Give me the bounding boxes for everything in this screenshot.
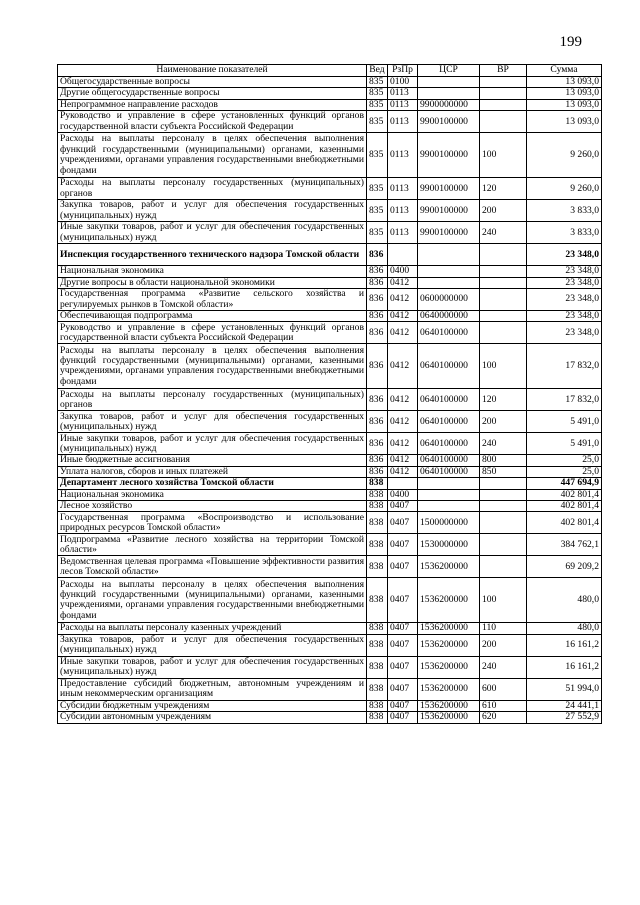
row-rzpr: 0407: [388, 578, 418, 623]
row-ved: 836: [367, 244, 388, 266]
row-name: Иные закупки товаров, работ и услуг для обеспечения государственных (муниципальных) нужд: [58, 433, 367, 455]
row-sum: 3 833,0: [527, 200, 602, 222]
row-rzpr: 0412: [388, 344, 418, 389]
table-row: [58, 534, 602, 556]
row-rzpr: 0113: [388, 133, 418, 178]
row-rzpr: 0412: [388, 289, 418, 311]
row-rzpr: 0100: [388, 77, 418, 88]
row-rzpr: 0412: [388, 277, 418, 288]
row-vr: [480, 489, 527, 500]
row-name: Лесное хозяйство: [58, 501, 367, 512]
table-row: [58, 266, 602, 277]
row-name: Закупка товаров, работ и услуг для обеспечения государственных (муниципальных) нужд: [58, 200, 367, 222]
row-vr: [480, 534, 527, 556]
table-row: [58, 455, 602, 466]
row-sum: 16 161,2: [527, 634, 602, 656]
row-csr: [418, 478, 480, 489]
table-row: [58, 88, 602, 99]
row-vr: 240: [480, 433, 527, 455]
row-csr: 9900100000: [418, 111, 480, 133]
table-row: [58, 678, 602, 700]
row-name: Уплата налогов, сборов и иных платежей: [58, 466, 367, 477]
table-row: [58, 466, 602, 477]
row-ved: 835: [367, 77, 388, 88]
column-header-name: Наименование показателей: [58, 65, 367, 77]
row-vr: [480, 277, 527, 288]
row-vr: [480, 311, 527, 322]
row-name: Расходы на выплаты персоналу в целях обеспечения выполнения функций государственными (муниципальными) органами, казенными учреждениями, органами управления государственными внебюджетными фондами: [58, 344, 367, 389]
row-ved: 836: [367, 344, 388, 389]
row-rzpr: 0412: [388, 311, 418, 322]
row-rzpr: 0407: [388, 634, 418, 656]
row-ved: 838: [367, 712, 388, 723]
row-name: Иные закупки товаров, работ и услуг для обеспечения государственных (муниципальных) нужд: [58, 222, 367, 244]
row-ved: 835: [367, 99, 388, 110]
row-ved: 836: [367, 311, 388, 322]
row-rzpr: 0113: [388, 99, 418, 110]
row-ved: 838: [367, 478, 388, 489]
row-ved: 836: [367, 433, 388, 455]
row-rzpr: 0407: [388, 501, 418, 512]
row-rzpr: 0407: [388, 712, 418, 723]
row-ved: 838: [367, 512, 388, 534]
row-sum: 17 832,0: [527, 389, 602, 411]
row-sum: 23 348,0: [527, 311, 602, 322]
table-row: [58, 700, 602, 711]
row-ved: 838: [367, 700, 388, 711]
row-csr: 1536200000: [418, 578, 480, 623]
budget-table: [57, 64, 602, 724]
table-row: [58, 578, 602, 623]
row-name: Ведомственная целевая программа «Повышение эффективности развития лесов Томской области»: [58, 556, 367, 578]
row-vr: [480, 88, 527, 99]
row-sum: 16 161,2: [527, 656, 602, 678]
row-rzpr: 0407: [388, 678, 418, 700]
row-sum: 402 801,4: [527, 489, 602, 500]
row-name: Иные закупки товаров, работ и услуг для обеспечения государственных (муниципальных) нужд: [58, 656, 367, 678]
row-csr: [418, 77, 480, 88]
row-vr: [480, 111, 527, 133]
table-row: [58, 244, 602, 266]
row-rzpr: 0400: [388, 489, 418, 500]
row-sum: 23 348,0: [527, 277, 602, 288]
row-sum: 17 832,0: [527, 344, 602, 389]
row-ved: 836: [367, 411, 388, 433]
row-ved: 836: [367, 322, 388, 344]
row-ved: 835: [367, 200, 388, 222]
row-ved: 838: [367, 501, 388, 512]
column-header-sum: Сумма: [527, 65, 602, 77]
row-ved: 836: [367, 389, 388, 411]
row-name: Иные бюджетные ассигнования: [58, 455, 367, 466]
row-vr: 800: [480, 455, 527, 466]
row-rzpr: 0400: [388, 266, 418, 277]
table-row: [58, 277, 602, 288]
row-name: Предоставление субсидий бюджетным, автономным учреждениям и иным некоммерческим организациям: [58, 678, 367, 700]
row-ved: 838: [367, 534, 388, 556]
row-csr: [418, 489, 480, 500]
row-vr: [480, 244, 527, 266]
row-name: Другие общегосударственные вопросы: [58, 88, 367, 99]
row-rzpr: 0412: [388, 433, 418, 455]
row-ved: 835: [367, 222, 388, 244]
column-header-ved: Вед: [367, 65, 388, 77]
row-rzpr: 0407: [388, 534, 418, 556]
row-csr: 0640100000: [418, 433, 480, 455]
row-csr: 0640100000: [418, 455, 480, 466]
column-header-csr: ЦСР: [418, 65, 480, 77]
table-header-row: [58, 65, 602, 77]
row-vr: 100: [480, 578, 527, 623]
row-csr: 9900100000: [418, 133, 480, 178]
row-csr: 9900100000: [418, 222, 480, 244]
row-vr: 200: [480, 634, 527, 656]
table-row: [58, 133, 602, 178]
row-name: Непрограммное направление расходов: [58, 99, 367, 110]
row-rzpr: 0113: [388, 222, 418, 244]
row-name: Департамент лесного хозяйства Томской области: [58, 478, 367, 489]
row-rzpr: [388, 244, 418, 266]
row-rzpr: [388, 478, 418, 489]
row-rzpr: 0407: [388, 623, 418, 634]
row-name: Другие вопросы в области национальной экономики: [58, 277, 367, 288]
row-csr: [418, 266, 480, 277]
row-csr: 1500000000: [418, 512, 480, 534]
table-row: [58, 712, 602, 723]
row-ved: 836: [367, 266, 388, 277]
row-name: Субсидии бюджетным учреждениям: [58, 700, 367, 711]
row-rzpr: 0412: [388, 411, 418, 433]
row-ved: 838: [367, 656, 388, 678]
row-name: Инспекция государственного технического надзора Томской области: [58, 244, 367, 266]
row-vr: 100: [480, 133, 527, 178]
row-csr: 9900000000: [418, 99, 480, 110]
row-sum: 13 093,0: [527, 88, 602, 99]
table-row: [58, 623, 602, 634]
row-name: Расходы на выплаты персоналу государственных (муниципальных) органов: [58, 389, 367, 411]
row-ved: 838: [367, 489, 388, 500]
row-csr: 0640100000: [418, 322, 480, 344]
row-csr: 1536200000: [418, 712, 480, 723]
table-row: [58, 77, 602, 88]
row-name: Расходы на выплаты персоналу казенных учреждений: [58, 623, 367, 634]
table-row: [58, 344, 602, 389]
row-ved: 836: [367, 455, 388, 466]
row-name: Национальная экономика: [58, 489, 367, 500]
row-sum: 24 441,1: [527, 700, 602, 711]
row-name: Закупка товаров, работ и услуг для обеспечения государственных (муниципальных) нужд: [58, 411, 367, 433]
row-vr: [480, 501, 527, 512]
row-vr: 200: [480, 411, 527, 433]
row-rzpr: 0113: [388, 111, 418, 133]
table-row: [58, 512, 602, 534]
row-csr: 1536200000: [418, 678, 480, 700]
row-name: Государственная программа «Развитие сельского хозяйства и регулируемых рынков в Томской области»: [58, 289, 367, 311]
row-csr: 1536200000: [418, 634, 480, 656]
row-vr: [480, 322, 527, 344]
row-csr: [418, 501, 480, 512]
row-vr: [480, 266, 527, 277]
row-sum: 402 801,4: [527, 501, 602, 512]
table-row: [58, 556, 602, 578]
row-name: Расходы на выплаты персоналу в целях обеспечения выполнения функций государственными (муниципальными) органами, казенными учреждениями, органами управления государственными внебюджетными фондами: [58, 133, 367, 178]
table-row: [58, 289, 602, 311]
row-csr: 0640100000: [418, 466, 480, 477]
row-vr: [480, 478, 527, 489]
row-name: Субсидии автономным учреждениям: [58, 712, 367, 723]
row-vr: 120: [480, 178, 527, 200]
row-name: Общегосударственные вопросы: [58, 77, 367, 88]
row-sum: 9 260,0: [527, 133, 602, 178]
row-rzpr: 0407: [388, 656, 418, 678]
row-sum: 23 348,0: [527, 322, 602, 344]
row-rzpr: 0113: [388, 88, 418, 99]
row-sum: 69 209,2: [527, 556, 602, 578]
row-csr: 1536200000: [418, 556, 480, 578]
row-vr: 610: [480, 700, 527, 711]
table-row: [58, 322, 602, 344]
row-csr: 1536200000: [418, 623, 480, 634]
row-rzpr: 0412: [388, 389, 418, 411]
row-rzpr: 0407: [388, 700, 418, 711]
table-row: [58, 99, 602, 110]
row-sum: 5 491,0: [527, 411, 602, 433]
row-ved: 838: [367, 678, 388, 700]
table-row: [58, 501, 602, 512]
table-row: [58, 411, 602, 433]
row-sum: 25,0: [527, 455, 602, 466]
row-vr: 200: [480, 200, 527, 222]
row-vr: 120: [480, 389, 527, 411]
row-name: Обеспечивающая подпрограмма: [58, 311, 367, 322]
row-vr: 110: [480, 623, 527, 634]
row-sum: 402 801,4: [527, 512, 602, 534]
table-row: [58, 478, 602, 489]
row-name: Подпрограмма «Развитие лесного хозяйства на территории Томской области»: [58, 534, 367, 556]
row-rzpr: 0407: [388, 512, 418, 534]
row-name: Государственная программа «Воспроизводство и использование природных ресурсов Томской области»: [58, 512, 367, 534]
row-rzpr: 0113: [388, 200, 418, 222]
table-row: [58, 222, 602, 244]
row-csr: 0640100000: [418, 411, 480, 433]
table-row: [58, 311, 602, 322]
row-ved: 838: [367, 623, 388, 634]
column-header-rzpr: РзПр: [388, 65, 418, 77]
row-csr: [418, 244, 480, 266]
row-rzpr: 0412: [388, 455, 418, 466]
row-csr: 0640000000: [418, 311, 480, 322]
row-sum: 27 552,9: [527, 712, 602, 723]
row-vr: 620: [480, 712, 527, 723]
table-row: [58, 178, 602, 200]
row-csr: 1530000000: [418, 534, 480, 556]
table-row: [58, 489, 602, 500]
row-sum: 13 093,0: [527, 99, 602, 110]
row-name: Руководство и управление в сфере установленных функций органов государственной власти субъекта Российской Федерации: [58, 322, 367, 344]
row-name: Расходы на выплаты персоналу государственных (муниципальных) органов: [58, 178, 367, 200]
table-row: [58, 634, 602, 656]
row-sum: 3 833,0: [527, 222, 602, 244]
row-csr: [418, 88, 480, 99]
row-ved: 836: [367, 466, 388, 477]
row-vr: 240: [480, 656, 527, 678]
row-sum: 23 348,0: [527, 244, 602, 266]
row-vr: 240: [480, 222, 527, 244]
row-vr: [480, 99, 527, 110]
row-ved: 836: [367, 277, 388, 288]
row-csr: 0640100000: [418, 389, 480, 411]
row-ved: 835: [367, 133, 388, 178]
row-rzpr: 0407: [388, 556, 418, 578]
column-header-vr: ВР: [480, 65, 527, 77]
row-name: Расходы на выплаты персоналу в целях обеспечения выполнения функций государственными (муниципальными) органами, казенными учреждениями, органами управления государственными внебюджетными фондами: [58, 578, 367, 623]
row-rzpr: 0412: [388, 466, 418, 477]
row-ved: 838: [367, 634, 388, 656]
row-sum: 13 093,0: [527, 111, 602, 133]
row-sum: 5 491,0: [527, 433, 602, 455]
row-sum: 447 694,9: [527, 478, 602, 489]
row-csr: 1536200000: [418, 656, 480, 678]
row-sum: 480,0: [527, 578, 602, 623]
row-sum: 23 348,0: [527, 289, 602, 311]
row-name: Руководство и управление в сфере установленных функций органов государственной власти субъекта Российской Федерации: [58, 111, 367, 133]
row-sum: 480,0: [527, 623, 602, 634]
row-vr: 100: [480, 344, 527, 389]
page-number: 199: [559, 34, 582, 50]
row-sum: 51 994,0: [527, 678, 602, 700]
row-ved: 836: [367, 289, 388, 311]
row-ved: 838: [367, 556, 388, 578]
row-csr: 0600000000: [418, 289, 480, 311]
table-row: [58, 656, 602, 678]
row-csr: 9900100000: [418, 178, 480, 200]
row-vr: 600: [480, 678, 527, 700]
table-body: [58, 77, 602, 724]
row-vr: [480, 512, 527, 534]
row-ved: 835: [367, 178, 388, 200]
row-ved: 835: [367, 88, 388, 99]
row-vr: [480, 77, 527, 88]
row-sum: 13 093,0: [527, 77, 602, 88]
table-row: [58, 111, 602, 133]
row-sum: 23 348,0: [527, 266, 602, 277]
row-sum: 25,0: [527, 466, 602, 477]
row-csr: 0640100000: [418, 344, 480, 389]
row-ved: 838: [367, 578, 388, 623]
row-name: Закупка товаров, работ и услуг для обеспечения государственных (муниципальных) нужд: [58, 634, 367, 656]
row-csr: 1536200000: [418, 700, 480, 711]
row-sum: 384 762,1: [527, 534, 602, 556]
row-name: Национальная экономика: [58, 266, 367, 277]
row-rzpr: 0412: [388, 322, 418, 344]
row-rzpr: 0113: [388, 178, 418, 200]
row-vr: 850: [480, 466, 527, 477]
row-sum: 9 260,0: [527, 178, 602, 200]
table-row: [58, 389, 602, 411]
row-csr: 9900100000: [418, 200, 480, 222]
table-row: [58, 433, 602, 455]
row-vr: [480, 289, 527, 311]
row-ved: 835: [367, 111, 388, 133]
table-row: [58, 200, 602, 222]
row-csr: [418, 277, 480, 288]
row-vr: [480, 556, 527, 578]
